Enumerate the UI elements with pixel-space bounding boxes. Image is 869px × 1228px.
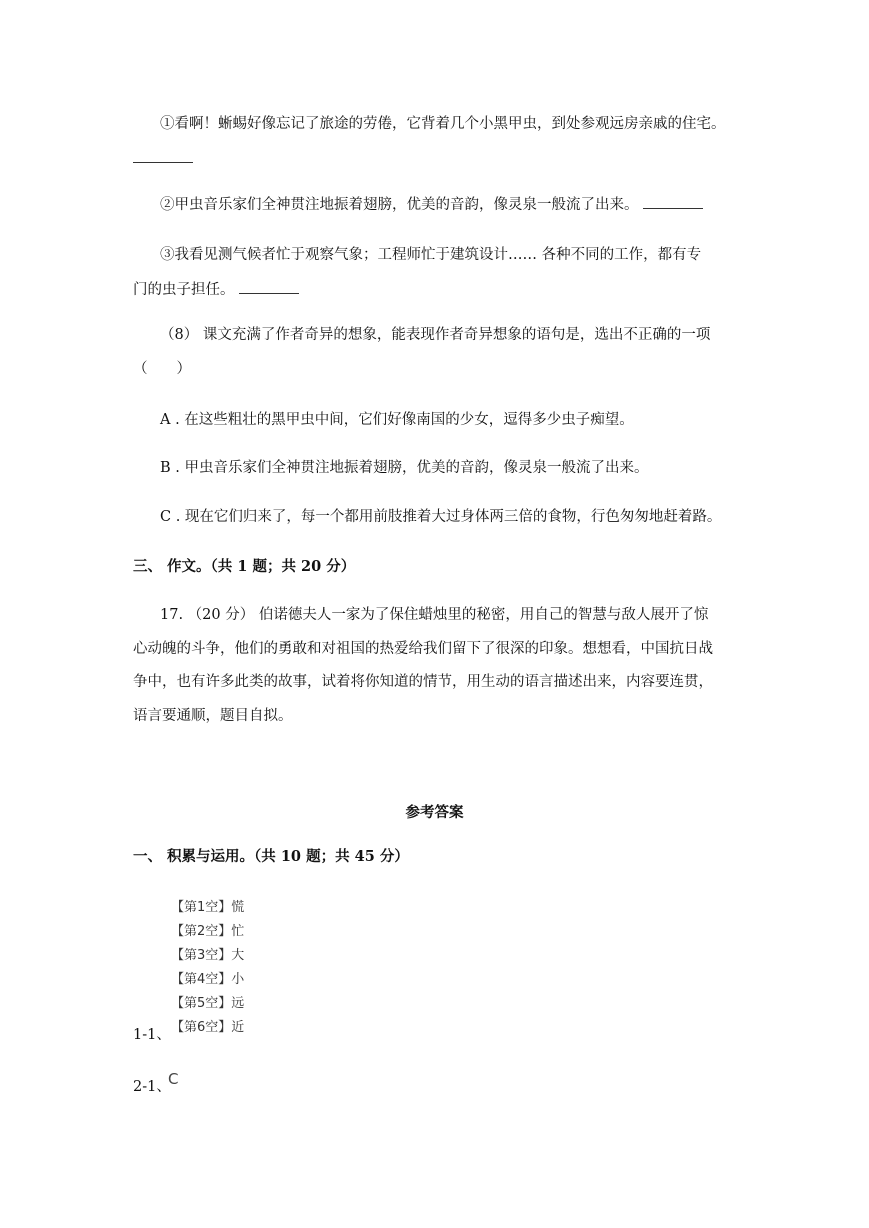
- essay-prompt-line-1: 17. （20 分） 伯诺德夫人一家为了保住蜡烛里的秘密，用自己的智慧与敌人展开了惊: [160, 607, 709, 623]
- answer-1-image: [171, 896, 244, 1040]
- answer-1-item: 【第6空】近: [171, 1020, 245, 1035]
- answer-blank-3[interactable]: [239, 279, 299, 294]
- essay-prompt-line-3: 争中，也有许多此类的故事，试着将你知道的情节，用生动的语言描述出来，内容要连贯，: [133, 674, 713, 690]
- question-8-bracket[interactable]: （ ）: [133, 361, 191, 377]
- question-line-2: [160, 194, 703, 215]
- answer-blank-1[interactable]: [133, 148, 193, 169]
- question-8-prompt: （8） 课文充满了作者奇异的想象，能表现作者奇异想象的语句是，选出不正确的一项: [160, 327, 711, 343]
- question-line-3: ③我看见测气候者忙于观察气象；工程师忙于建筑设计…… 各种不同的工作，都有专: [160, 247, 702, 263]
- answer-2-value: C: [168, 1070, 179, 1088]
- question-line-2-text: ②甲虫音乐家们全神贯注地振着翅膀，优美的音韵，像灵泉一般流了出来。: [160, 197, 639, 213]
- option-b[interactable]: B . 甲虫音乐家们全神贯注地振着翅膀，优美的音韵，像灵泉一般流了出来。: [160, 460, 649, 476]
- question-line-1: ①看啊！蜥蜴好像忘记了旅途的劳倦，它背着几个小黑甲虫，到处参观远房亲戚的住宅。: [160, 116, 726, 132]
- answer-1-item: 【第2空】忙: [171, 924, 245, 939]
- answer-1-item: 【第3空】大: [171, 948, 245, 963]
- section-3-heading: 三、 作文。（共 1 题；共 20 分）: [133, 558, 356, 575]
- essay-prompt-line-4: 语言要通顺，题目自拟。: [133, 708, 293, 724]
- question-line-3b: [133, 279, 299, 300]
- answer-1-item: 【第1空】慌: [171, 900, 245, 915]
- answer-1-item: 【第4空】小: [171, 972, 245, 987]
- answer-1-label: 1-1、: [133, 1027, 171, 1043]
- answer-2-label: 2-1、: [133, 1079, 171, 1095]
- answer-blank-2[interactable]: [643, 194, 703, 209]
- question-line-3b-text: 门的虫子担任。: [133, 282, 235, 298]
- answers-section-1-heading: 一、 积累与运用。（共 10 题；共 45 分）: [133, 848, 409, 865]
- answers-title: 参考答案: [405, 804, 464, 821]
- option-a[interactable]: A . 在这些粗壮的黑甲虫中间，它们好像南国的少女，逗得多少虫子痴望。: [160, 412, 634, 428]
- option-c[interactable]: C . 现在它们归来了，每一个都用前肢推着大过身体两三倍的食物，行色匆匆地赶着路。: [160, 509, 722, 525]
- answer-1-item: 【第5空】远: [171, 996, 245, 1011]
- essay-prompt-line-2: 心动魄的斗争，他们的勇敢和对祖国的热爱给我们留下了很深的印象。想想看，中国抗日战: [133, 641, 713, 657]
